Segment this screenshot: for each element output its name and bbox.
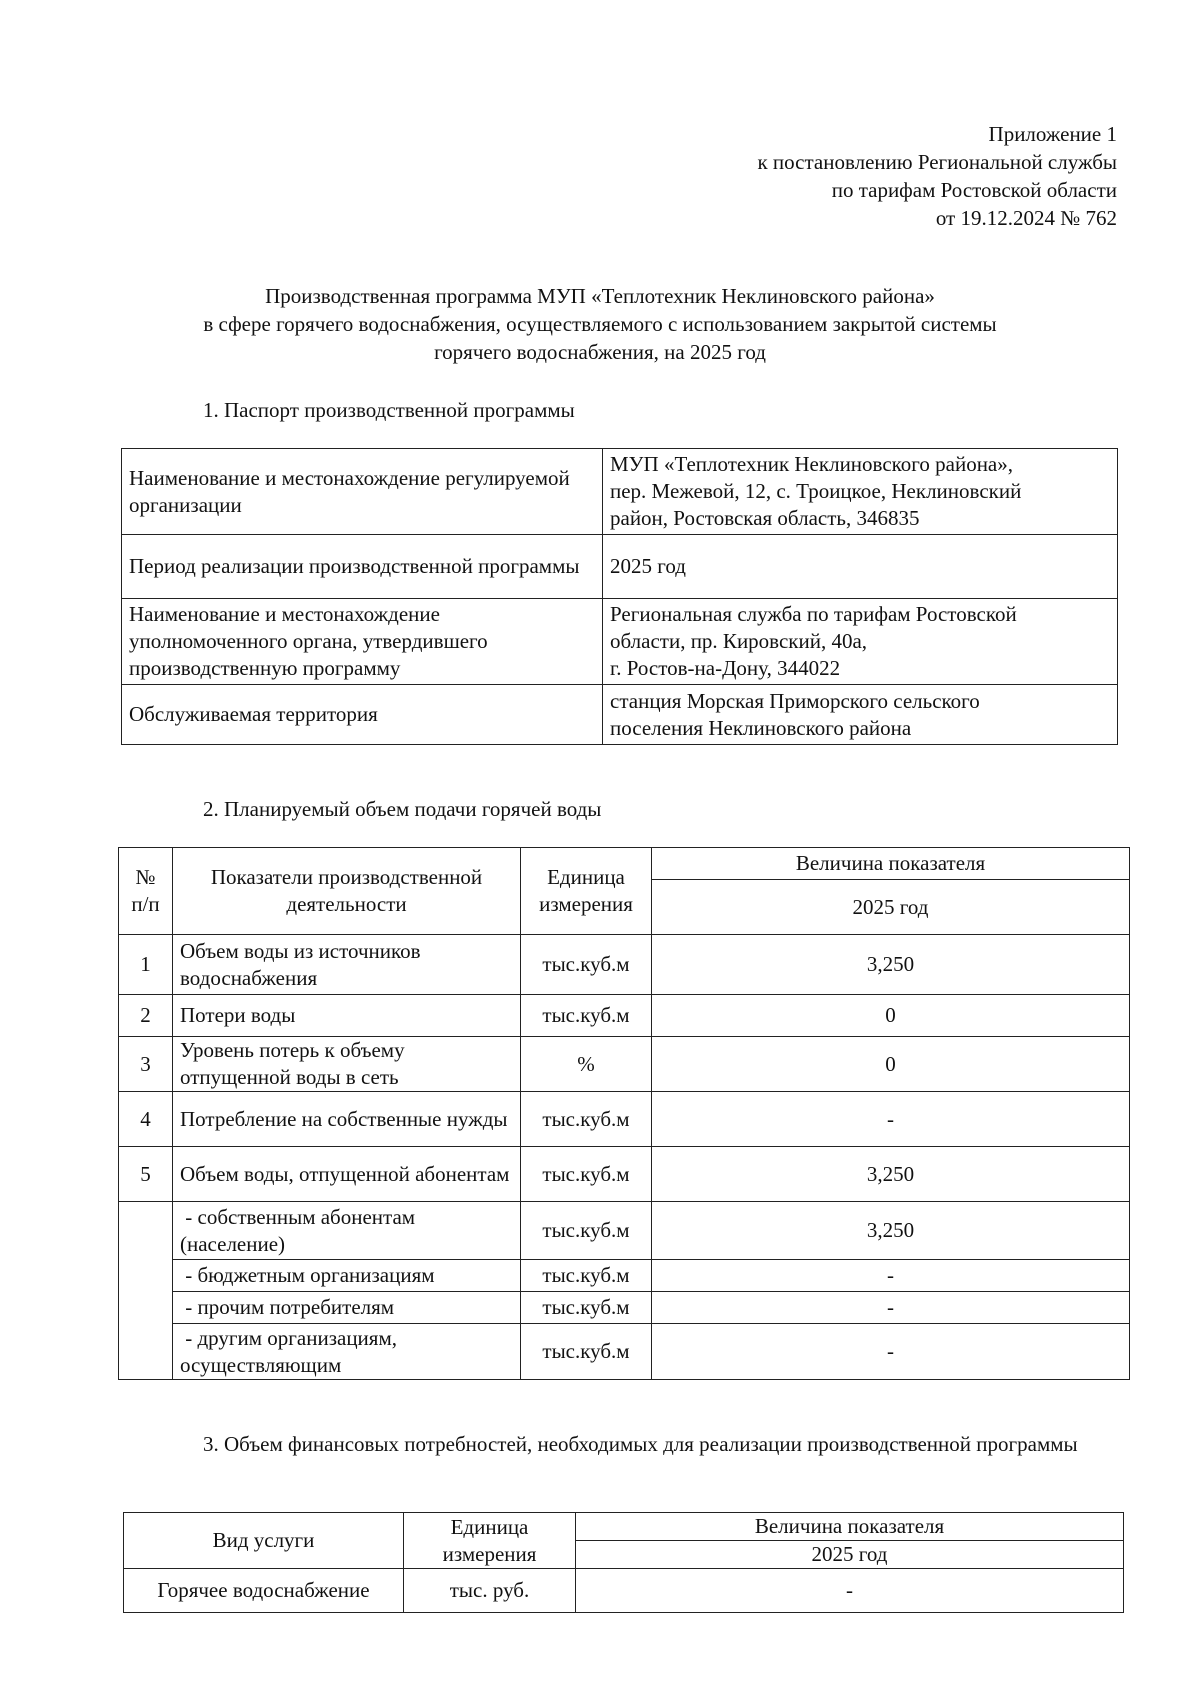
value-line: район, Ростовская область, 346835 (610, 506, 920, 530)
table-row (119, 1037, 1130, 1092)
row-unit: тыс.куб.м (521, 1260, 652, 1292)
row-value: - (652, 1260, 1130, 1292)
passport-table (121, 448, 1118, 745)
row-unit: тыс.куб.м (521, 1292, 652, 1324)
row-num: 4 (119, 1092, 173, 1147)
table-row (122, 599, 1118, 685)
section3-heading-text: 3. Объем финансовых потребностей, необходимых для реализации производственной программы (203, 1432, 1078, 1456)
row-num: 3 (119, 1037, 173, 1092)
value-line: 2025 год (610, 554, 686, 578)
row-indicator: - другим организациям, осуществляющим (173, 1324, 521, 1380)
header-service: Вид услуги (124, 1513, 404, 1569)
row-indicator: Объем воды, отпущенной абонентам (173, 1147, 521, 1202)
document-title (120, 282, 1080, 366)
row-value: 3,250 (652, 1147, 1130, 1202)
header-indicator: Показатели производственной деятельности (173, 848, 521, 935)
passport-label: Наименование и местонахождение уполномоченного органа, утвердившего производственную программу (122, 599, 603, 685)
row-unit: тыс.куб.м (521, 935, 652, 995)
passport-label: Обслуживаемая территория (122, 685, 603, 745)
value-line: МУП «Теплотехник Неклиновского района», (610, 452, 1013, 476)
finance-table (123, 1512, 1124, 1613)
header-num: № п/п (119, 848, 173, 935)
row-unit: тыс.куб.м (521, 1324, 652, 1380)
appendix-line: по тарифам Ростовской области (831, 178, 1117, 202)
title-line: горячего водоснабжения, на 2025 год (434, 340, 766, 364)
value-line: пер. Межевой, 12, с. Троицкое, Неклиновский (610, 479, 1022, 503)
appendix-line: к постановлению Региональной службы (757, 150, 1117, 174)
passport-value (603, 685, 1118, 745)
passport-label: Наименование и местонахождение регулируемой организации (122, 449, 603, 535)
row-num (119, 1292, 173, 1324)
header-year: 2025 год (652, 880, 1130, 935)
row-indicator: Уровень потерь к объему отпущенной воды в сеть (173, 1037, 521, 1092)
table-row (119, 1202, 1130, 1260)
section3-heading (130, 1430, 1116, 1458)
row-value: 3,250 (652, 935, 1130, 995)
row-num: 5 (119, 1147, 173, 1202)
row-unit: тыс.куб.м (521, 995, 652, 1037)
row-num (119, 1260, 173, 1292)
table-row (119, 1324, 1130, 1380)
row-indicator: Потребление на собственные нужды (173, 1092, 521, 1147)
table-row (119, 1260, 1130, 1292)
value-line: Региональная служба по тарифам Ростовской (610, 602, 1017, 626)
row-value: - (652, 1292, 1130, 1324)
section2-heading: 2. Планируемый объем подачи горячей воды (203, 797, 602, 821)
row-indicator: - бюджетным организациям (173, 1260, 521, 1292)
header-row (124, 1513, 1124, 1541)
title-line: Производственная программа МУП «Теплотехник Неклиновского района» (265, 284, 935, 308)
value-line: г. Ростов-на-Дону, 344022 (610, 656, 841, 680)
row-unit: тыс.куб.м (521, 1202, 652, 1260)
row-value: - (652, 1324, 1130, 1380)
section1-heading: 1. Паспорт производственной программы (203, 398, 575, 422)
value-line: станция Морская Приморского сельского (610, 688, 980, 713)
header-value-group: Величина показателя (576, 1513, 1124, 1541)
table-row (119, 1147, 1130, 1202)
row-indicator: - прочим потребителям (173, 1292, 521, 1324)
value-line: поселения Неклиновского района (610, 715, 912, 740)
row-indicator: Потери воды (173, 995, 521, 1037)
value-line: области, пр. Кировский, 40а, (610, 629, 868, 653)
row-num (119, 1324, 173, 1380)
row-value: - (652, 1092, 1130, 1147)
row-unit: тыс.куб.м (521, 1092, 652, 1147)
title-line: в сфере горячего водоснабжения, осуществляемого с использованием закрытой системы (203, 312, 997, 336)
appendix-block (757, 120, 1117, 232)
row-num: 2 (119, 995, 173, 1037)
row-unit: % (521, 1037, 652, 1092)
header-year: 2025 год (576, 1541, 1124, 1569)
appendix-line: Приложение 1 (988, 122, 1117, 146)
passport-value (603, 599, 1118, 685)
table-row (124, 1569, 1124, 1613)
row-indicator: - собственным абонентам (население) (173, 1202, 521, 1260)
row-value: - (576, 1569, 1124, 1613)
row-num (119, 1202, 173, 1260)
row-value: 0 (652, 1037, 1130, 1092)
row-num: 1 (119, 935, 173, 995)
header-value-group: Величина показателя (652, 848, 1130, 880)
row-unit: тыс.куб.м (521, 1147, 652, 1202)
table-row (119, 1092, 1130, 1147)
row-value: 3,250 (652, 1202, 1130, 1260)
passport-value (603, 535, 1118, 599)
appendix-line: от 19.12.2024 № 762 (935, 206, 1117, 230)
header-unit: Единица измерения (521, 848, 652, 935)
table-row (119, 995, 1130, 1037)
table-row (122, 685, 1118, 745)
row-service: Горячее водоснабжение (124, 1569, 404, 1613)
passport-label: Период реализации производственной программы (122, 535, 603, 599)
table-row (122, 449, 1118, 535)
row-indicator: Объем воды из источников водоснабжения (173, 935, 521, 995)
table-row (122, 535, 1118, 599)
row-value: 0 (652, 995, 1130, 1037)
header-row (119, 848, 1130, 880)
table-row (119, 1292, 1130, 1324)
header-unit: Единица измерения (404, 1513, 576, 1569)
passport-value (603, 449, 1118, 535)
row-unit: тыс. руб. (404, 1569, 576, 1613)
table-row (119, 935, 1130, 995)
water-volume-table (118, 847, 1130, 1380)
